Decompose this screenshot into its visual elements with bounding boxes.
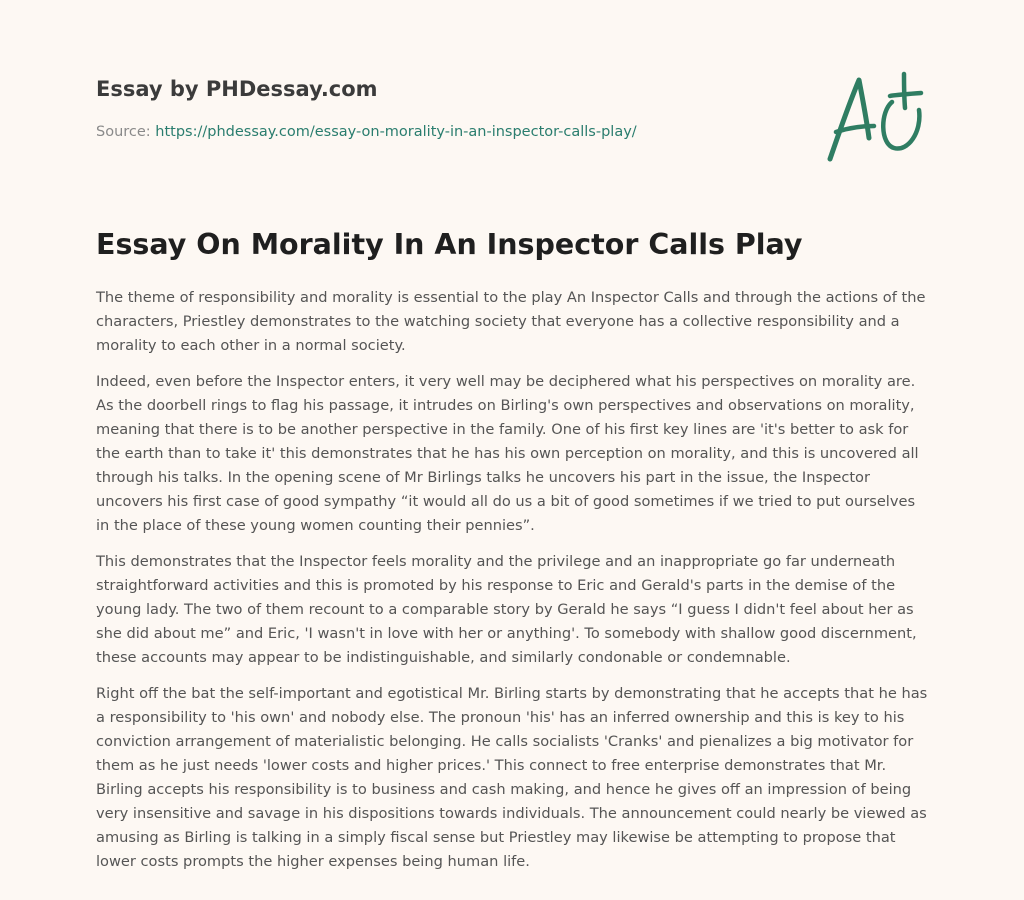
- site-brand: Essay by PHDessay.com: [96, 77, 378, 101]
- essay-paragraph: Indeed, even before the Inspector enters, it very well may be deciphered what his perspectives on morality are. As the doorbell rings to flag his passage, it intrudes on Birling's own perspectives and observations on morality, meaning that there is to be another perspective in the family. One of his first key lines are 'it's better to ask for the earth than to take it' this demonstrates that he has his own perception on morality, and this is uncovered all through his talks. In the opening scene of Mr Birlings talks he uncovers his part in the issue, the Inspector uncovers his first case of good sympathy “it would all do us a bit of good sometimes if we tried to put ourselves in the place of these young women counting their pennies”.: [96, 373, 919, 534]
- essay-paragraph: This demonstrates that the Inspector feels morality and the privilege and an inappropriate go far underneath straightforward activities and this is promoted by his response to Eric and Gerald's parts in the demise of the young lady. The two of them recount to a comparable story by Gerald he says “I guess I didn't feel about her as she did about me” and Eric, 'I wasn't in love with her or anything'. To somebody with shallow good discernment, these accounts may appear to be indistinguishable, and similarly condonable or condemnable.: [96, 553, 917, 666]
- essay-paragraph: The theme of responsibility and morality is essential to the play An Inspector Calls and through the actions of the characters, Priestley demonstrates to the watching society that everyone has a collective responsibility and a morality to each other in a normal society.: [96, 289, 926, 354]
- essay-body: [96, 286, 928, 886]
- essay-paragraph: Right off the bat the self-important and egotistical Mr. Birling starts by demonstrating that he accepts that he has a responsibility to 'his own' and nobody else. The pronoun 'his' has an inferred ownership and this is key to his conviction arrangement of materialistic belonging. He calls socialists 'Cranks' and pienalizes a big motivator for them as he just needs 'lower costs and higher prices.' This connect to free enterprise demonstrates that Mr. Birling accepts his responsibility is to business and cash making, and hence he gives off an impression of being very insensitive and savage in his dispositions towards individuals. The announcement could nearly be viewed as amusing as Birling is talking in a simply fiscal sense but Priestley may likewise be attempting to propose that lower costs prompts the higher expenses being human life.: [96, 685, 928, 870]
- source-line: [96, 122, 796, 142]
- a-plus-grade-icon: [822, 66, 932, 166]
- source-link[interactable]: https://phdessay.com/essay-on-morality-in-an-inspector-calls-play/: [155, 124, 637, 140]
- source-label: Source:: [96, 124, 156, 140]
- page-header: [96, 74, 796, 142]
- essay-title: Essay On Morality In An Inspector Calls Play: [96, 228, 803, 261]
